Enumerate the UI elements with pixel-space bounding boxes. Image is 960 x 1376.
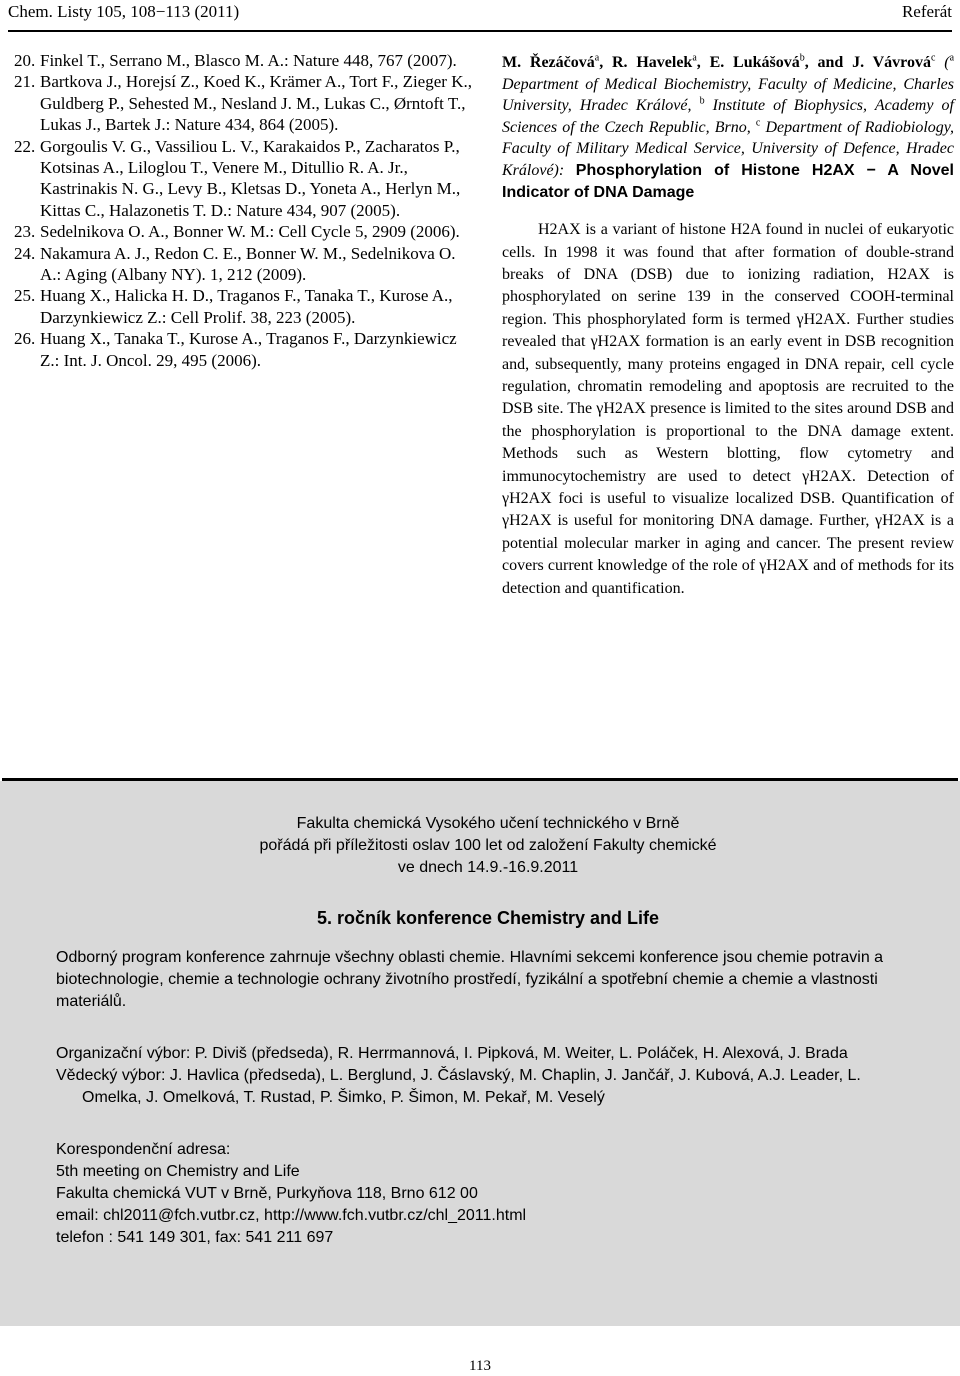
reference-number: 23. xyxy=(14,222,36,242)
aff-open: ( xyxy=(935,54,950,71)
contact-email: email: chl2011@fch.vutbr.cz, http://www.fch.vutbr.cz/chl_2011.html xyxy=(56,1207,527,1224)
announcement-line-1: Fakulta chemická Vysokého učení technického v Brně xyxy=(296,815,680,832)
reference-number: 21. xyxy=(14,72,36,92)
authors-3: , E. Lukášová xyxy=(696,54,800,71)
contact-line: 5th meeting on Chemistry and Life xyxy=(56,1163,300,1180)
reference-item xyxy=(14,243,474,286)
reference-number: 24. xyxy=(14,243,36,263)
reference-text: Finkel T., Serrano M., Blasco M. A.: Nature 448, 767 (2007). xyxy=(40,51,457,70)
announcement-line-2: pořádá při příležitosti oslav 100 let od založení Fakulty chemické xyxy=(259,837,717,854)
affiliation-b: Institute of Biophysics, Academy of Sciences of the Czech Republic, Brno, xyxy=(502,97,954,136)
reference-text: Bartkova J., Horejsí Z., Koed K., Krämer A., Tort F., Zieger K., Guldberg P., Sehested M., Nesland J. M., Lukas C., Ørntoft T., Lukas J., Bartek J.: Nature 434, 864 (2005). xyxy=(40,72,472,135)
journal-header: Chem. Listy 105, 108−113 (2011) xyxy=(8,2,240,21)
page-number: 113 xyxy=(469,1358,491,1374)
author-affiliation xyxy=(502,52,954,203)
announcement-line-3: ve dnech 14.9.-16.9.2011 xyxy=(397,859,579,876)
reference-text: Huang X., Tanaka T., Kurose A., Traganos F., Darzynkiewicz Z.: Int. J. Oncol. 29, 495 (2006). xyxy=(40,329,457,370)
reference-number: 20. xyxy=(14,51,36,70)
reference-text: Sedelnikova O. A., Bonner W. M.: Cell Cycle 5, 2909 (2006). xyxy=(40,222,460,242)
announcement-content xyxy=(56,813,920,1249)
sup: c xyxy=(755,117,761,129)
conference-announcement xyxy=(0,781,960,1326)
sup: a xyxy=(949,52,955,64)
authors-4: , and J. Vávrová xyxy=(804,54,931,71)
authors-1: M. Řezáčová xyxy=(502,54,595,71)
section-label: Referát xyxy=(901,2,952,21)
affiliation-a: Department of Medical Biochemistry, Faculty of Medicine, Charles University, Hradec Králové, xyxy=(502,75,954,115)
reference-item xyxy=(14,221,474,242)
conference-title: 5. ročník konference Chemistry and Life xyxy=(316,908,660,928)
contact-phone: telefon : 541 149 301, fax: 541 211 697 xyxy=(56,1229,334,1246)
article-abstract-block xyxy=(502,52,954,600)
sup: a xyxy=(692,52,697,64)
reference-text: Gorgoulis V. G., Vassiliou L. V., Karakaidos P., Zacharatos P., Kotsinas A., Liloglou T., Venere M., Ditullio R. A. Jr., Kastrinakis N. G., Levy B., Kletsas D., Yoneta A., Herlyn M., Kittas C., Halazonetis T. D.: Nature 434, 907 (2005). xyxy=(40,136,461,220)
reference-item xyxy=(14,50,474,71)
reference-list xyxy=(14,50,474,371)
reference-item xyxy=(14,285,474,328)
reference-number: 22. xyxy=(14,136,36,156)
reference-text: Nakamura A. J., Redon C. E., Bonner W. M., Sedelnikova O. A.: Aging (Albany NY). 1, 212 (2009). xyxy=(40,243,456,285)
sup: a xyxy=(594,52,600,64)
reference-text: Huang X., Halicka H. D., Traganos F., Tanaka T., Kurose A., Darzynkiewicz Z.: Cell Prolif. 38, 223 (2005). xyxy=(40,286,453,327)
reference-item xyxy=(14,328,474,371)
header-rule xyxy=(8,30,952,32)
scientific-committee: Vědecký výbor: J. Havlica (předseda), L. Berglund, J. Čáslavský, M. Chaplin, J. Jančář, J. Kubová, A.J. Leader, L. Omelka, J. Omelková, T. Rustad, P. Šimko, P. Šimon, M. Pekař, M. Veselý xyxy=(56,1067,861,1106)
reference-item xyxy=(14,71,474,135)
authors-2: , R. Havelek xyxy=(599,54,693,71)
article-title: Phosphorylation of Histone H2AX − A Novel Indicator of DNA Damage xyxy=(502,161,954,201)
organizing-committee: Organizační výbor: P. Diviš (předseda), R. Herrmannová, I. Pipková, M. Weiter, L. Poláček, H. Alexová, J. Brada xyxy=(56,1045,848,1062)
sup: b xyxy=(699,95,705,107)
reference-number: 26. xyxy=(14,329,36,349)
contact-address: Fakulta chemická VUT v Brně, Purkyňova 118, Brno 612 00 xyxy=(56,1185,478,1202)
contact-label: Korespondenční adresa: xyxy=(56,1141,231,1158)
abstract-text: H2AX is a variant of histone H2A found in nuclei of eukaryotic cells. In 1998 it was found that after formation of double-strand breaks of DNA (DSB) due to ionizing radiation, H2AX is phosphorylated on serine 139 in the conserved COOH-terminal region. This phosphorylated form is termed γH2AX. Further studies revealed that γH2AX formation is an early event in DSB recognition and, subsequently, many proteins engaged in DNA repair, cell cycle regulation, chromatin remodeling and apoptosis are recruited to the DSB site. The γH2AX presence is limited to the sites around DSB and the phosphorylation is proportional to the DNA damage extent. Methods such as Western blotting, flow cytometry and immunocytochemistry are used to detect γH2AX. Detection of γH2AX foci is useful to visualize localized DSB. Quantification of γH2AX is useful for monitoring DNA damage. Further, γH2AX is a potential molecular marker in aging and cancer. The present review covers current knowledge of the role of γH2AX and of methods for its detection and quantification. xyxy=(502,221,954,597)
reference-number: 25. xyxy=(14,286,36,306)
sup: c xyxy=(930,52,936,64)
sup: b xyxy=(799,52,805,64)
program-text: Odborný program konference zahrnuje všechny oblasti chemie. Hlavními sekcemi konference jsou chemie potravin a biotechnologie, chemie a technologie ochrany životního prostředí, fyzikální a spotřební chemie a chemie a vlastnosti materiálů. xyxy=(56,949,884,1010)
affiliation-c: Department of Radiobiology, Faculty of Military Medical Service, University of Defence, Hradec Králové): xyxy=(502,118,954,179)
reference-item xyxy=(14,136,474,222)
